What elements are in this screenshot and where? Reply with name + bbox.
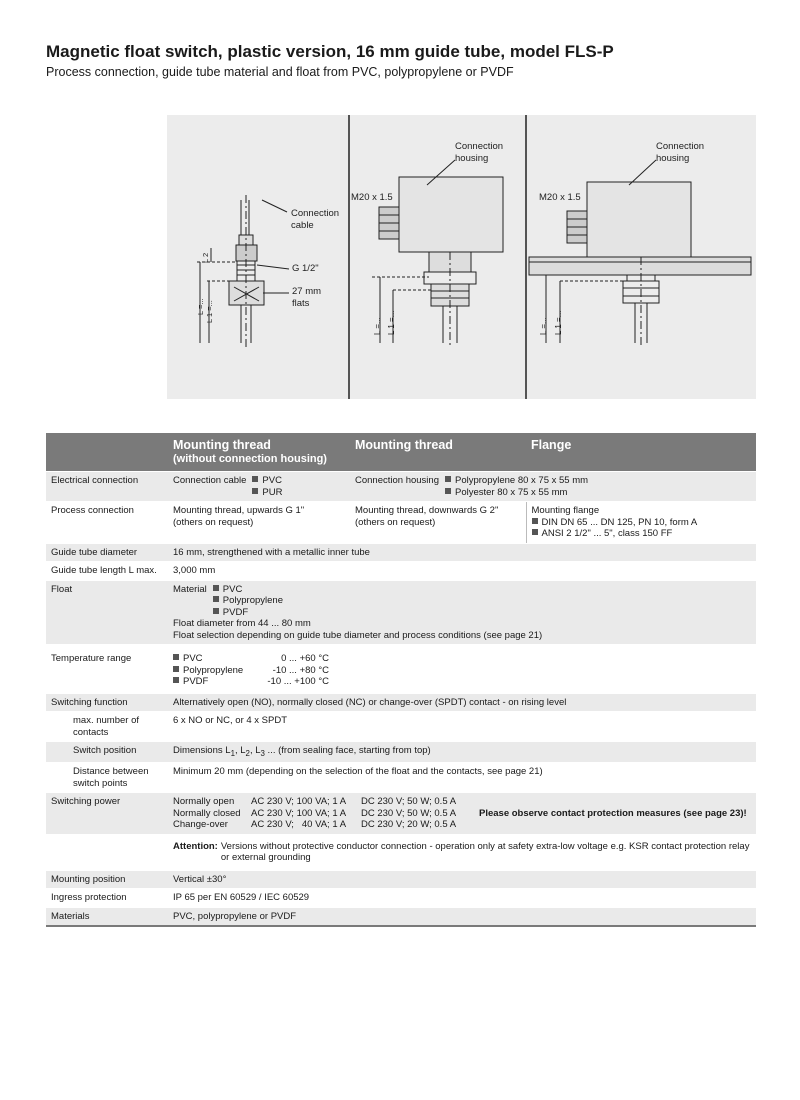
label-line: housing xyxy=(656,153,690,164)
row-guide-tube-length xyxy=(46,562,756,581)
row-label: Switching function xyxy=(46,693,168,712)
row-value: 6 x NO or NC, or 4 x SPDT xyxy=(168,712,756,742)
cell-text: DC 230 V; 50 W; 0.5 A xyxy=(361,807,457,819)
process-col3 xyxy=(526,502,756,544)
header-col1-title: Mounting thread xyxy=(173,438,271,452)
cell-text: PVDF xyxy=(183,676,209,687)
cell-text: AC 230 V; 40 VA; 1 A xyxy=(251,819,347,831)
cell-text: Float selection depending on guide tube diameter and process conditions (see page 21) xyxy=(173,629,543,641)
attention-label: Attention: xyxy=(173,840,218,852)
bullet-square-icon xyxy=(213,608,219,614)
header-col1 xyxy=(168,433,350,472)
dim-l1: L 1 =... xyxy=(554,310,563,335)
row-value: Minimum 20 mm (depending on the selection of the float and the contacts, see page 21) xyxy=(168,763,756,793)
row-label: Ingress protection xyxy=(46,889,168,908)
row-value xyxy=(168,645,756,694)
cell-text: PVDF xyxy=(222,606,249,618)
bullet-square-icon xyxy=(532,518,538,524)
header-col1-sub: (without connection housing) xyxy=(173,453,327,465)
cell-text: ... (from sealing face, starting from top) xyxy=(264,745,431,756)
electrical-col1 xyxy=(168,472,350,502)
label-connection-housing xyxy=(656,141,704,165)
row-max-contacts xyxy=(46,712,756,742)
label-connection-housing xyxy=(455,141,503,165)
bullet-square-icon xyxy=(173,677,179,683)
row-guide-tube-diameter xyxy=(46,543,756,562)
row-attention xyxy=(46,834,756,870)
cell-text: Mounting thread, downwards G 2" xyxy=(355,505,499,516)
row-temperature-range xyxy=(46,645,756,694)
row-value: PVC, polypropylene or PVDF xyxy=(168,907,756,926)
label-line: Connection xyxy=(656,141,705,152)
bullet-square-icon xyxy=(445,488,451,494)
row-label: max. number of contacts xyxy=(46,712,168,742)
cell-text: DC 230 V; 20 W; 0.5 A xyxy=(361,819,457,831)
row-value: Vertical ±30° xyxy=(168,870,756,889)
row-label-empty xyxy=(46,834,168,870)
cell-text: Connection housing xyxy=(355,475,439,486)
page-subtitle: Process connection, guide tube material and float from PVC, polypropylene or PVDF xyxy=(46,65,514,79)
bullet-square-icon xyxy=(252,476,258,482)
cell-text: Change-over xyxy=(173,819,228,831)
row-value: IP 65 per EN 60529 / IEC 60529 xyxy=(168,889,756,908)
label-line: Connection xyxy=(291,208,340,219)
row-process-connection xyxy=(46,502,756,544)
row-value xyxy=(168,580,756,645)
row-value: Alternatively open (NO), normally closed (NC) or change-over (SPDT) contact - on rising level xyxy=(168,693,756,712)
cell-text: PVC xyxy=(183,653,203,664)
cell-text: Polyester 80 x 75 x 55 mm xyxy=(454,486,568,498)
dim-l: L =... xyxy=(373,317,382,335)
electrical-col2 xyxy=(350,472,756,502)
row-float xyxy=(46,580,756,645)
row-label: Guide tube length L max. xyxy=(46,562,168,581)
row-label: Mounting position xyxy=(46,870,168,889)
header-empty xyxy=(46,433,168,472)
cell-text: Float diameter from 44 ... 80 mm xyxy=(173,618,311,629)
cell-text: Normally closed xyxy=(173,807,241,819)
dim-l: L =... xyxy=(539,317,548,335)
table-header-row xyxy=(46,433,756,472)
row-label: Materials xyxy=(46,907,168,926)
dim-l1: L 1 =... xyxy=(205,300,214,323)
cell-text: PVC xyxy=(222,583,243,595)
contact-protection-note: Please observe contact protection measures (see page 23)! xyxy=(479,807,747,819)
row-materials xyxy=(46,907,756,926)
cell-text: Polypropylene xyxy=(183,664,244,676)
technical-drawing xyxy=(167,115,756,399)
cell-text: (others on request) xyxy=(173,516,254,528)
cell-text: , L xyxy=(234,745,246,756)
row-mounting-position xyxy=(46,870,756,889)
row-value xyxy=(168,742,756,763)
cell-text: -10 ... +80 °C xyxy=(272,664,329,676)
cell-text: (others on request) xyxy=(355,516,436,528)
row-value xyxy=(168,793,756,835)
row-label: Process connection xyxy=(46,502,168,544)
process-col1 xyxy=(168,502,350,544)
dim-l1: L 1 =... xyxy=(387,310,396,335)
subscript: 1 xyxy=(230,748,235,758)
bullet-square-icon xyxy=(445,476,451,482)
cell-text: Polypropylene xyxy=(222,595,284,606)
cell-text: , L xyxy=(249,745,261,756)
cell-text: Material xyxy=(173,583,207,595)
label-m20: M20 x 1.5 xyxy=(351,192,393,203)
row-label: Electrical connection xyxy=(46,472,168,502)
header-col3: Flange xyxy=(526,433,756,472)
cell-text: DC 230 V; 50 W; 0.5 A xyxy=(361,796,457,808)
bullet-square-icon xyxy=(173,654,179,660)
row-electrical-connection xyxy=(46,472,756,502)
label-line: cable xyxy=(291,220,314,231)
cell-text: PUR xyxy=(262,486,283,498)
subscript: 2 xyxy=(245,748,250,758)
cell-text: Mounting flange xyxy=(531,505,600,516)
cell-text: AC 230 V; 100 VA; 1 A xyxy=(251,807,347,819)
process-col2 xyxy=(350,502,526,544)
cell-text: 0 ... +60 °C xyxy=(281,653,329,664)
row-value xyxy=(168,834,756,870)
cell-text: Dimensions L xyxy=(173,745,231,756)
label-connection-cable xyxy=(291,208,339,232)
page-title: Magnetic float switch, plastic version, 16 mm guide tube, model FLS-P xyxy=(46,42,614,61)
attention-text: Versions without protective conductor connection - operation only at safety extra-low voltage e.g. KSR contact protection relay or external grounding xyxy=(220,840,750,864)
bullet-square-icon xyxy=(213,585,219,591)
row-switch-position xyxy=(46,742,756,763)
subscript: 3 xyxy=(260,748,265,758)
row-label: Float xyxy=(46,580,168,645)
row-label: Guide tube diameter xyxy=(46,543,168,562)
row-label: Switch position xyxy=(46,742,168,763)
row-ingress-protection xyxy=(46,889,756,908)
row-label: Temperature range xyxy=(46,645,168,694)
cell-text: -10 ... +100 °C xyxy=(267,676,329,687)
bullet-square-icon xyxy=(532,529,538,535)
label-flats xyxy=(292,286,321,310)
cell-text: AC 230 V; 100 VA; 1 A xyxy=(251,796,347,808)
cell-text: ANSI 2 1/2" ... 5", class 150 FF xyxy=(541,528,673,539)
cell-text: Connection cable xyxy=(173,475,247,486)
row-label: Distance between switch points xyxy=(46,763,168,793)
cell-text: DIN DN 65 ... DN 125, PN 10, form A xyxy=(541,516,698,528)
label-thread: G 1/2" xyxy=(292,263,319,274)
bullet-square-icon xyxy=(213,596,219,602)
bullet-square-icon xyxy=(173,666,179,672)
row-switching-power xyxy=(46,793,756,835)
row-distance-switch-points xyxy=(46,763,756,793)
cell-text: PVC xyxy=(262,475,282,486)
row-value: 16 mm, strengthened with a metallic inner tube xyxy=(168,543,756,562)
dim-l2: L 2 xyxy=(201,252,210,263)
label-line: flats xyxy=(292,298,310,309)
specification-table xyxy=(46,433,756,927)
label-line: Connection xyxy=(455,141,504,152)
label-m20: M20 x 1.5 xyxy=(539,192,581,203)
row-switching-function xyxy=(46,693,756,712)
cell-text: Mounting thread, upwards G 1" xyxy=(173,505,305,516)
row-label: Switching power xyxy=(46,793,168,835)
cell-text: Normally open xyxy=(173,796,235,808)
row-value: 3,000 mm xyxy=(168,562,756,581)
header-col2: Mounting thread xyxy=(350,433,526,472)
cell-text: Polypropylene 80 x 75 x 55 mm xyxy=(454,475,589,486)
dim-l: L =... xyxy=(196,298,205,315)
label-line: 27 mm xyxy=(292,286,322,297)
bullet-square-icon xyxy=(252,488,258,494)
label-line: housing xyxy=(455,153,489,164)
